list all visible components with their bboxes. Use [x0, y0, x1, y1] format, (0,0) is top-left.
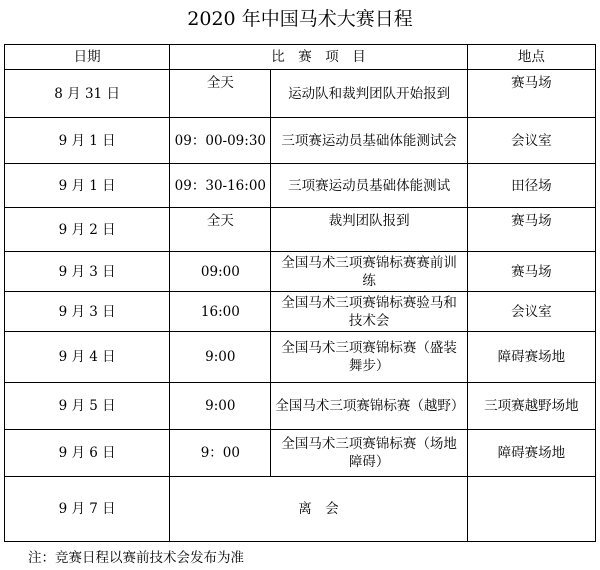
row-time: 全天	[170, 70, 271, 118]
schedule-table	[4, 44, 596, 542]
row-event: 全国马术三项赛锦标赛（盛装舞步）	[271, 332, 467, 383]
row-event: 三项赛运动员基础体能测试	[271, 164, 467, 208]
table-row	[5, 332, 596, 383]
table-row	[5, 292, 596, 332]
header-event: 比 赛 项 目	[170, 45, 467, 70]
row-place	[467, 477, 595, 542]
table-row	[5, 383, 596, 430]
row-time: 09：00-09:30	[170, 118, 271, 164]
row-place: 障碍赛场地	[467, 430, 595, 477]
table-header-row	[5, 45, 596, 70]
row-place: 赛马场	[467, 70, 595, 118]
row-time: 09:00	[170, 252, 271, 292]
row-time: 9:00	[170, 383, 271, 430]
row-time: 9：00	[170, 430, 271, 477]
row-place: 会议室	[467, 292, 595, 332]
table-row	[5, 252, 596, 292]
footnote: 注：竞赛日程以赛前技术会发布为准	[28, 550, 244, 566]
row-place: 田径场	[467, 164, 595, 208]
row-event: 三项赛运动员基础体能测试会	[271, 118, 467, 164]
row-date: 9 月 1 日	[5, 164, 170, 208]
row-event: 全国马术三项赛锦标赛（越野）	[271, 383, 467, 430]
row-event: 裁判团队报到	[271, 208, 467, 252]
row-date: 8 月 31 日	[5, 70, 170, 118]
row-event: 全国马术三项赛锦标赛赛前训练	[271, 252, 467, 292]
row-event: 运动队和裁判团队开始报到	[271, 70, 467, 118]
row-date: 9 月 3 日	[5, 252, 170, 292]
row-event: 全国马术三项赛锦标赛验马和技术会	[271, 292, 467, 332]
table-row	[5, 208, 596, 252]
row-place: 会议室	[467, 118, 595, 164]
row-place: 障碍赛场地	[467, 332, 595, 383]
row-date: 9 月 5 日	[5, 383, 170, 430]
row-date: 9 月 7 日	[5, 477, 170, 542]
row-event: 全国马术三项赛锦标赛（场地障碍）	[271, 430, 467, 477]
row-event: 离 会	[170, 477, 467, 542]
row-date: 9 月 1 日	[5, 118, 170, 164]
header-place: 地点	[467, 45, 595, 70]
table-row	[5, 118, 596, 164]
table-row	[5, 430, 596, 477]
row-time: 全天	[170, 208, 271, 252]
table-row	[5, 164, 596, 208]
row-place: 三项赛越野场地	[467, 383, 595, 430]
table-row-last	[5, 477, 596, 542]
header-date: 日期	[5, 45, 170, 70]
row-time: 9:00	[170, 332, 271, 383]
page-title: 2020 年中国马术大赛日程	[187, 8, 413, 30]
row-date: 9 月 2 日	[5, 208, 170, 252]
row-date: 9 月 4 日	[5, 332, 170, 383]
row-time: 16:00	[170, 292, 271, 332]
row-date: 9 月 3 日	[5, 292, 170, 332]
row-place: 赛马场	[467, 208, 595, 252]
row-date: 9 月 6 日	[5, 430, 170, 477]
row-place: 赛马场	[467, 252, 595, 292]
row-time: 09：30-16:00	[170, 164, 271, 208]
table-row	[5, 70, 596, 118]
